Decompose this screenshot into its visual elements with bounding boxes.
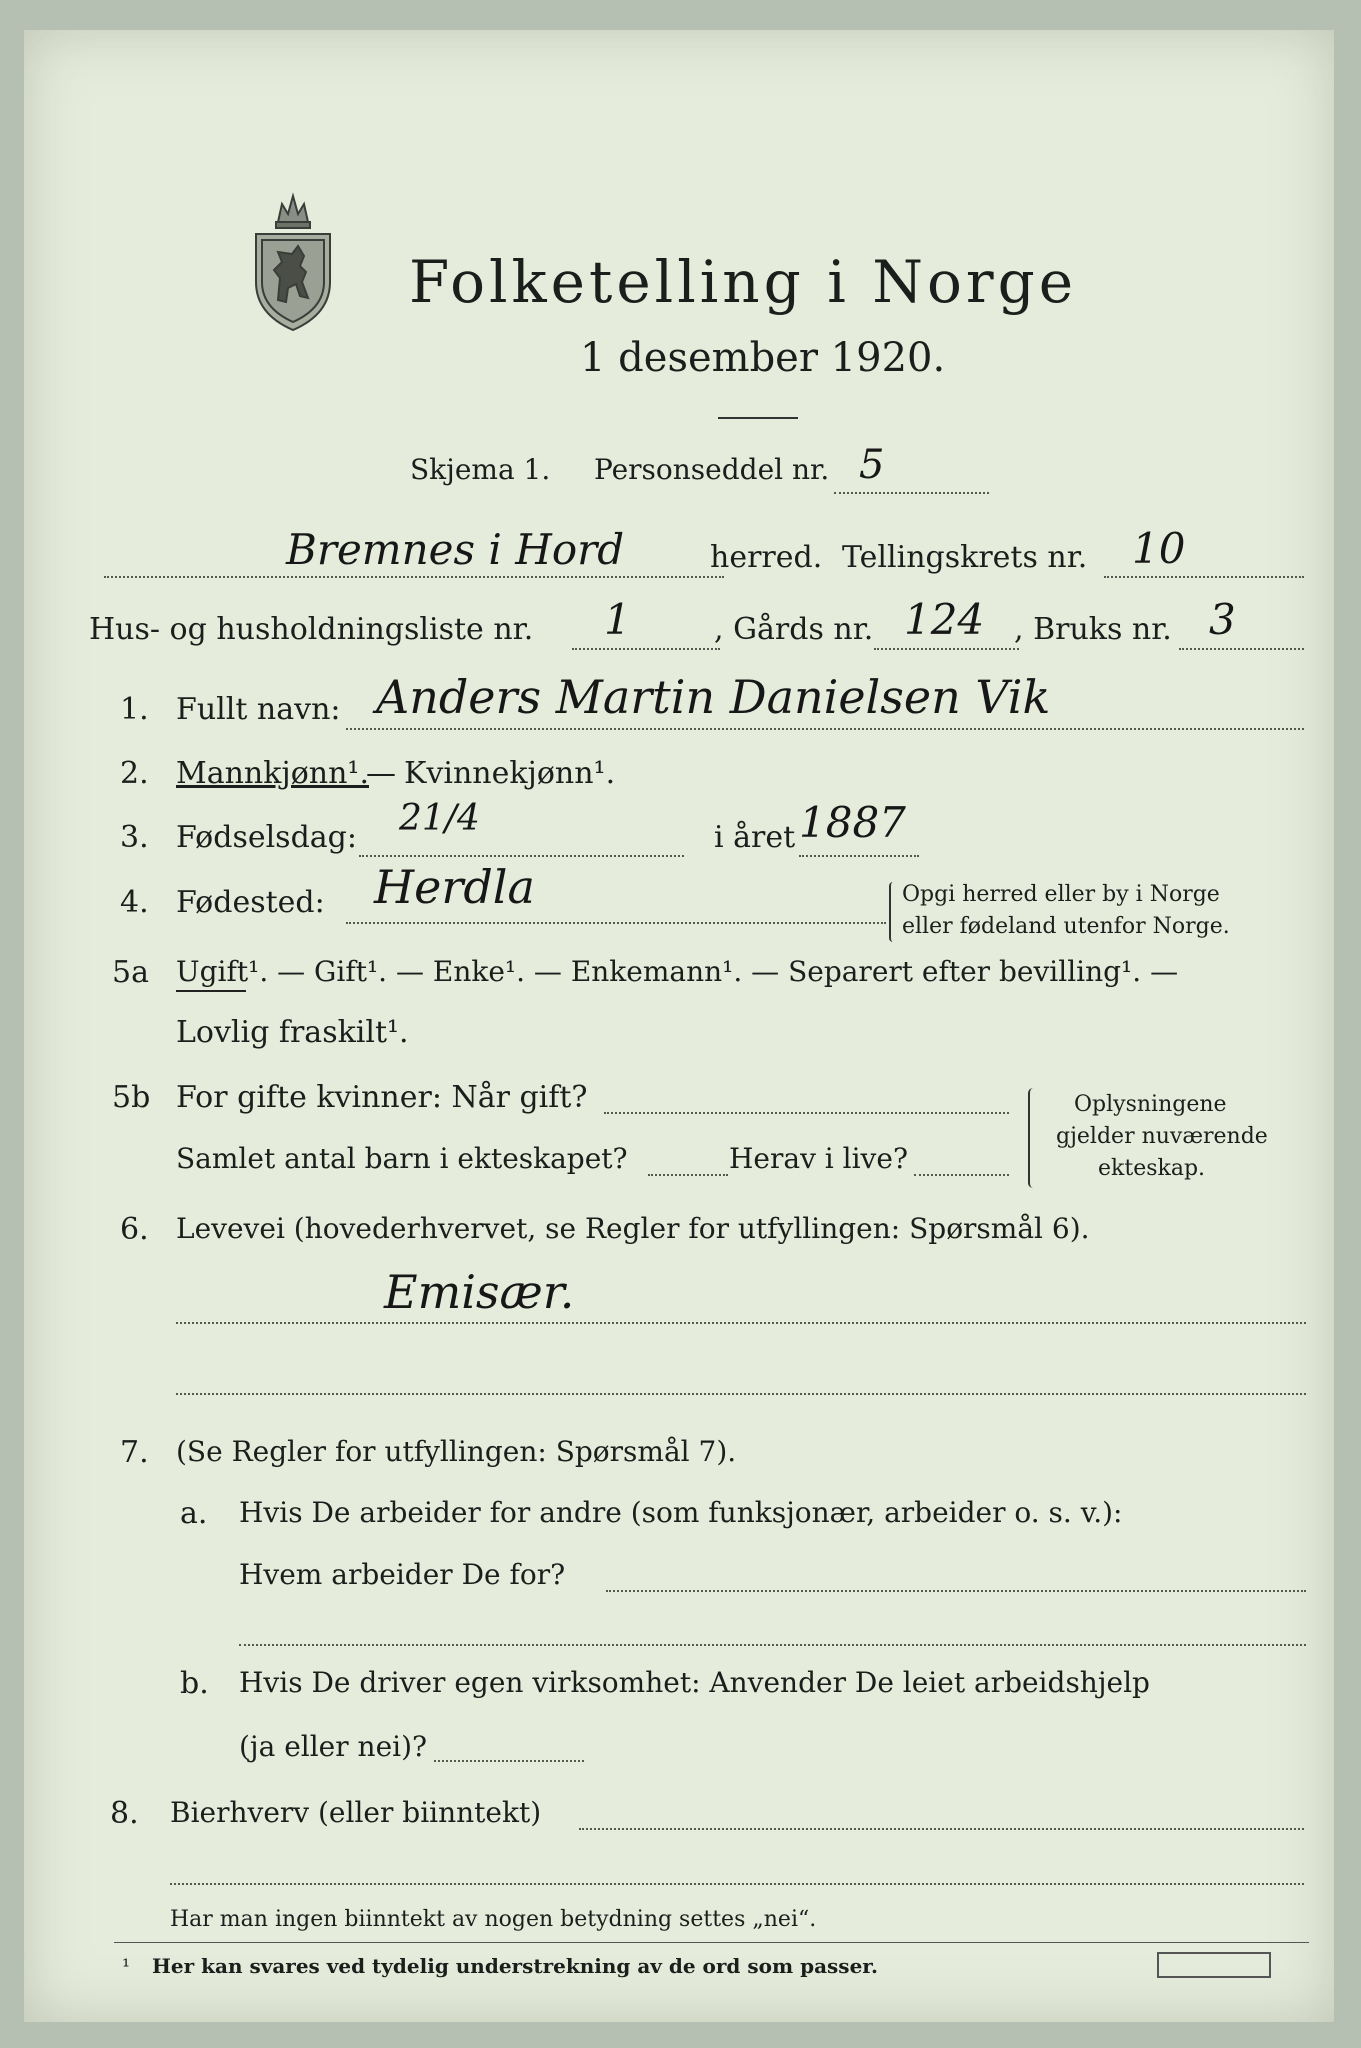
q6-line2 xyxy=(176,1393,1306,1395)
tellingskrets-label: Tellingskrets nr. xyxy=(842,540,1088,575)
q7b-line xyxy=(434,1760,584,1762)
skjema-label: Skjema 1. xyxy=(410,453,551,486)
q1-value: Anders Martin Danielsen Vik xyxy=(376,670,1051,724)
herred-label: herred. xyxy=(710,540,823,575)
q7b-letter: b. xyxy=(180,1666,209,1701)
q5b-note1: Oplysningene xyxy=(1074,1092,1227,1117)
husliste-label: Hus- og husholdningsliste nr. xyxy=(89,612,534,647)
q5b-note-brace xyxy=(1028,1088,1038,1188)
bruks-line xyxy=(1179,648,1304,650)
q4-value: Herdla xyxy=(374,860,535,914)
q7a-letter: a. xyxy=(180,1496,208,1531)
husliste-value: 1 xyxy=(604,595,631,644)
tellingskrets-line xyxy=(1104,576,1304,578)
herred-value: Bremnes i Hord xyxy=(286,525,625,574)
q7b-text: Hvis De driver egen virksomhet: Anvender De leiet arbeidshjelp xyxy=(239,1666,1150,1699)
q7a-line1 xyxy=(606,1590,1306,1592)
q4-note-line2: eller fødeland utenfor Norge. xyxy=(902,914,1230,939)
q7a-text: Hvis De arbeider for andre (som funksjonær, arbeider o. s. v.): xyxy=(239,1496,1123,1529)
bruks-label: , Bruks nr. xyxy=(1014,612,1172,647)
q2-male: Mannkjønn¹. xyxy=(176,756,369,791)
footnote-text: Her kan svares ved tydelig understrekning av de ord som passer. xyxy=(152,1954,878,1978)
q5b-line2-b: Herav i live? xyxy=(729,1142,908,1175)
q1-line xyxy=(346,728,1304,730)
q3-value: 21/4 xyxy=(399,798,480,839)
printer-stamp xyxy=(1157,1952,1271,1978)
q7-label: (Se Regler for utfyllingen: Spørsmål 7). xyxy=(176,1435,737,1468)
husliste-line xyxy=(572,648,720,650)
q8-line1 xyxy=(579,1828,1304,1830)
q1-number: 1. xyxy=(120,692,149,727)
q8-label: Bierhverv (eller biinntekt) xyxy=(170,1796,542,1829)
q5b-barn-line xyxy=(648,1174,728,1176)
q5b-live-line xyxy=(914,1174,1009,1176)
form-title: Folketelling i Norge xyxy=(409,248,1078,316)
gards-label: , Gårds nr. xyxy=(714,612,874,647)
footnote-mark: ¹ xyxy=(122,1954,131,1978)
q5b-number: 5b xyxy=(112,1080,151,1115)
form-date: 1 desember 1920. xyxy=(580,335,946,381)
personseddel-line xyxy=(834,492,989,494)
q6-value: Emisær. xyxy=(384,1265,575,1319)
q3-line xyxy=(359,855,684,857)
q6-line1 xyxy=(176,1322,1306,1324)
q8-line2 xyxy=(170,1883,1304,1885)
coat-of-arms-icon xyxy=(248,182,338,334)
gards-line xyxy=(874,648,1019,650)
q5a-number: 5a xyxy=(112,955,149,990)
q4-note-brace xyxy=(889,882,897,942)
q5b-line1: For gifte kvinner: Når gift? xyxy=(176,1080,588,1115)
q6-label: Levevei (hovederhvervet, se Regler for utfyllingen: Spørsmål 6). xyxy=(176,1212,1090,1245)
q3-year-value: 1887 xyxy=(799,798,906,847)
q5b-note2: gjelder nuværende xyxy=(1056,1124,1268,1149)
q3-label: Fødselsdag: xyxy=(176,820,357,855)
q5a-underline xyxy=(176,990,246,992)
census-form xyxy=(24,30,1334,2022)
footer-note: Har man ingen biinntekt av nogen betydning settes „nei“. xyxy=(170,1907,817,1932)
q2-number: 2. xyxy=(120,756,149,791)
q4-label: Fødested: xyxy=(176,885,325,920)
q4-line xyxy=(346,922,886,924)
footer-divider xyxy=(114,1942,1309,1943)
herred-line xyxy=(104,576,724,578)
q4-number: 4. xyxy=(120,885,149,920)
q5b-note3: ekteskap. xyxy=(1098,1156,1206,1181)
q2-female: Kvinnekjønn¹. xyxy=(404,756,616,791)
q7-number: 7. xyxy=(120,1435,149,1470)
q6-number: 6. xyxy=(120,1212,149,1247)
q3-year-line xyxy=(799,855,919,857)
q4-note-line1: Opgi herred eller by i Norge xyxy=(902,882,1220,907)
q5b-naar-gift-line xyxy=(604,1112,1009,1114)
q8-number: 8. xyxy=(110,1796,139,1831)
q7a-line2 xyxy=(239,1644,1306,1646)
q7a-question: Hvem arbeider De for? xyxy=(239,1558,566,1591)
personseddel-label: Personseddel nr. xyxy=(594,453,830,486)
q3-year-label: i året xyxy=(714,820,796,855)
q5a-line2: Lovlig fraskilt¹. xyxy=(176,1015,409,1050)
q2-sep: — xyxy=(366,756,396,791)
title-divider xyxy=(718,417,798,419)
q7b-question: (ja eller nei)? xyxy=(239,1730,428,1763)
tellingskrets-value: 10 xyxy=(1132,524,1186,573)
q5a-options: Ugift¹. — Gift¹. — Enke¹. — Enkemann¹. — Separert efter bevilling¹. — xyxy=(176,955,1179,988)
q5b-line2-a: Samlet antal barn i ekteskapet? xyxy=(176,1142,628,1175)
q3-number: 3. xyxy=(120,820,149,855)
gards-value: 124 xyxy=(904,595,985,644)
bruks-value: 3 xyxy=(1209,595,1236,644)
q1-label: Fullt navn: xyxy=(176,692,341,727)
personseddel-value: 5 xyxy=(859,442,885,488)
